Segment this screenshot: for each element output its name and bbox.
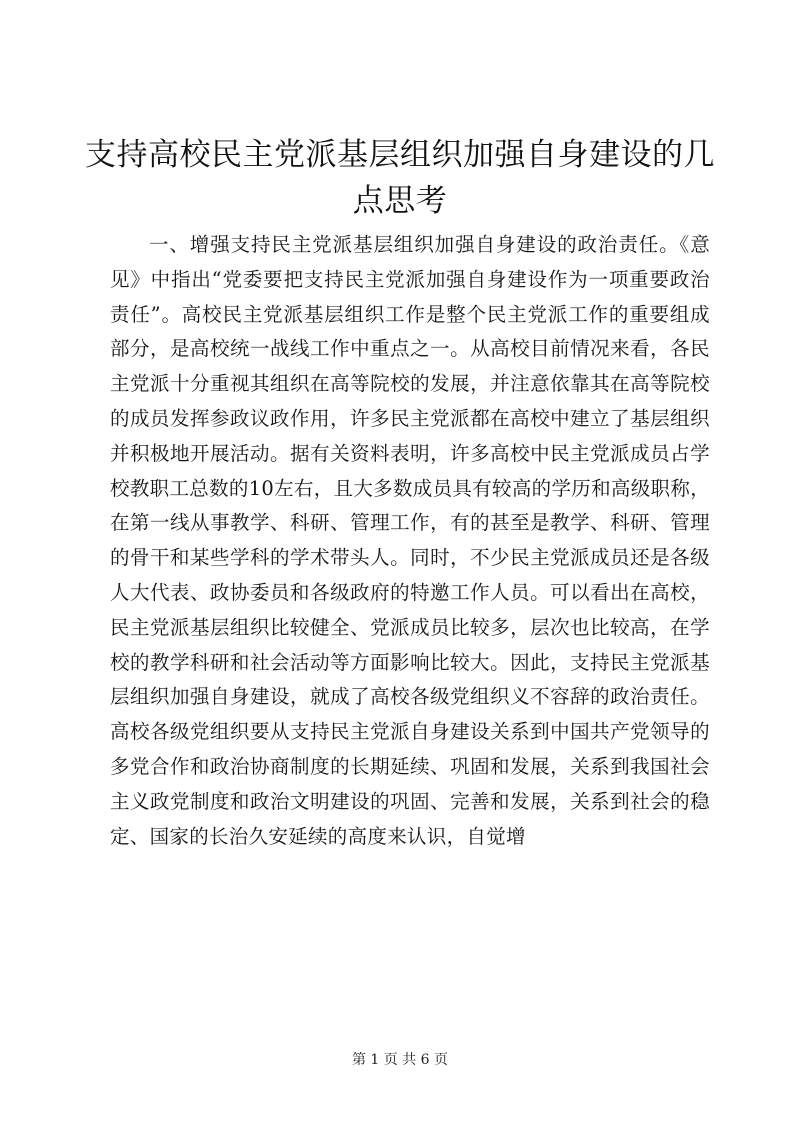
document-body	[110, 228, 710, 854]
page-number-footer: 第 1 页 共 6 页	[351, 1052, 449, 1068]
body-paragraph: 一、增强支持民主党派基层组织加强自身建设的政治责任。《意见》中指出“党委要把支持民主党派加强自身建设作为一项重要政治责任”。高校民主党派基层组织工作是整个民主党派工作的重要组成部分，是高校统一战线工作中重点之一。从高校目前情况来看，各民主党派十分重视其组织在高等院校的发展，并注意依靠其在高等院校的成员发挥参政议政作用，许多民主党派都在高校中建立了基层组织并积极地开展活动。据有关资料表明，许多高校中民主党派成员占学校教职工总数的10左右，且大多数成员具有较高的学历和高级职称，在第一线从事教学、科研、管理工作，有的甚至是教学、科研、管理的骨干和某些学科的学术带头人。同时，不少民主党派成员还是各级人大代表、政协委员和各级政府的特邀工作人员。可以看出在高校，民主党派基层组织比较健全、党派成员比较多，层次也比较高，在学校的教学科研和社会活动等方面影响比较大。因此，支持民主党派基层组织加强自身建设，就成了高校各级党组织义不容辞的政治责任。高校各级党组织要从支持民主党派自身建设关系到中国共产党领导的多党合作和政治协商制度的长期延续、巩固和发展，关系到我国社会主义政党制度和政治文明建设的巩固、完善和发展，关系到社会的稳定、国家的长治久安延续的高度来认识，自觉增	[110, 233, 710, 848]
document-title: 支持高校民主党派基层组织加强自身建设的几点思考	[85, 137, 715, 219]
